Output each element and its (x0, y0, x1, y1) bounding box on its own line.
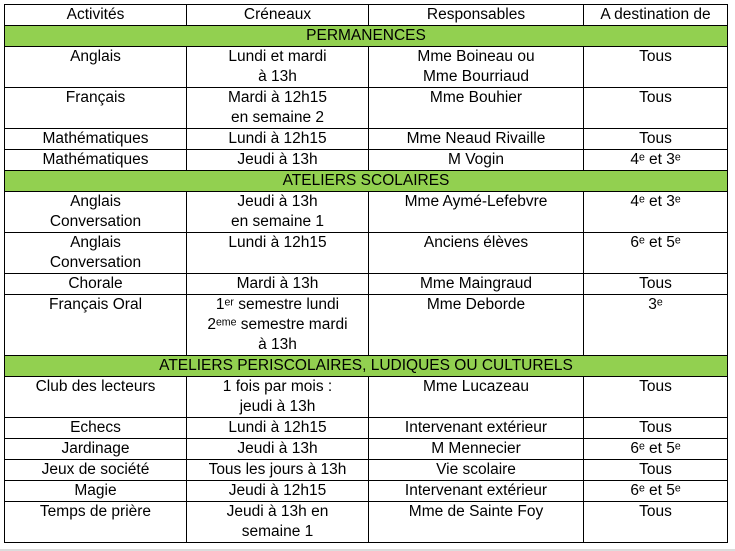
slot-cell: Lundi à 12h15 (187, 418, 369, 439)
table-row (5, 192, 728, 233)
audience-cell: Tous (584, 88, 728, 129)
slot-cell: Jeudi à 13h en semaine 1 (187, 192, 369, 233)
header-row (5, 5, 728, 26)
activity-cell: Temps de prière (5, 502, 187, 543)
schedule-table (4, 4, 728, 543)
slot-cell: Jeudi à 13h en semaine 1 (187, 502, 369, 543)
table-row (5, 233, 728, 274)
slot-cell: Lundi et mardi à 13h (187, 47, 369, 88)
section-row (5, 356, 728, 377)
table-row (5, 481, 728, 502)
table-row (5, 502, 728, 543)
lead-cell: Mme Deborde (369, 295, 584, 356)
lead-cell: Mme Aymé-Lefebvre (369, 192, 584, 233)
activity-cell: Jeux de société (5, 460, 187, 481)
activity-cell: Anglais (5, 47, 187, 88)
lead-cell: Mme Bouhier (369, 88, 584, 129)
audience-cell: 3ᵉ (584, 295, 728, 356)
lead-cell: Mme Neaud Rivaille (369, 129, 584, 150)
slot-cell: 1 fois par mois : jeudi à 13h (187, 377, 369, 418)
activity-cell: Magie (5, 481, 187, 502)
audience-cell: 6ᵉ et 5ᵉ (584, 481, 728, 502)
audience-cell: 6ᵉ et 5ᵉ (584, 439, 728, 460)
activity-cell: Français Oral (5, 295, 187, 356)
section-row (5, 26, 728, 47)
lead-cell: Anciens élèves (369, 233, 584, 274)
audience-cell: Tous (584, 377, 728, 418)
audience-cell: 4ᵉ et 3ᵉ (584, 192, 728, 233)
column-header-leads: Responsables (369, 5, 584, 26)
slot-cell: Mardi à 12h15 en semaine 2 (187, 88, 369, 129)
activity-cell: Français (5, 88, 187, 129)
table-row (5, 88, 728, 129)
section-row (5, 171, 728, 192)
audience-cell: Tous (584, 274, 728, 295)
lead-cell: Mme Boineau ou Mme Bourriaud (369, 47, 584, 88)
lead-cell: Mme de Sainte Foy (369, 502, 584, 543)
audience-cell: Tous (584, 129, 728, 150)
table-row (5, 47, 728, 88)
audience-cell: Tous (584, 502, 728, 543)
column-header-slots: Créneaux (187, 5, 369, 26)
column-header-activities: Activités (5, 5, 187, 26)
slot-cell: Tous les jours à 13h (187, 460, 369, 481)
activity-cell: Anglais Conversation (5, 192, 187, 233)
slot-cell: Jeudi à 13h (187, 150, 369, 171)
activity-cell: Mathématiques (5, 129, 187, 150)
slot-cell: Jeudi à 12h15 (187, 481, 369, 502)
lead-cell: Mme Maingraud (369, 274, 584, 295)
audience-cell: Tous (584, 418, 728, 439)
table-row (5, 439, 728, 460)
activity-cell: Club des lecteurs (5, 377, 187, 418)
section-title: ATELIERS PERISCOLAIRES, LUDIQUES OU CULTURELS (5, 356, 728, 377)
lead-cell: M Vogin (369, 150, 584, 171)
lead-cell: M Mennecier (369, 439, 584, 460)
table-row (5, 418, 728, 439)
table-row (5, 150, 728, 171)
slot-cell: 1ᵉʳ semestre lundi 2ᵉᵐᵉ semestre mardi à 13h (187, 295, 369, 356)
slot-cell: Jeudi à 13h (187, 439, 369, 460)
section-title: PERMANENCES (5, 26, 728, 47)
table-row (5, 129, 728, 150)
slot-cell: Lundi à 12h15 (187, 129, 369, 150)
activity-cell: Anglais Conversation (5, 233, 187, 274)
audience-cell: Tous (584, 460, 728, 481)
table-row (5, 274, 728, 295)
activity-cell: Jardinage (5, 439, 187, 460)
table-row (5, 460, 728, 481)
activity-cell: Echecs (5, 418, 187, 439)
audience-cell: 6ᵉ et 5ᵉ (584, 233, 728, 274)
table-row (5, 377, 728, 418)
activity-cell: Mathématiques (5, 150, 187, 171)
section-title: ATELIERS SCOLAIRES (5, 171, 728, 192)
column-header-audience: A destination de (584, 5, 728, 26)
slot-cell: Mardi à 13h (187, 274, 369, 295)
table-row (5, 295, 728, 356)
slot-cell: Lundi à 12h15 (187, 233, 369, 274)
activity-cell: Chorale (5, 274, 187, 295)
audience-cell: Tous (584, 47, 728, 88)
lead-cell: Intervenant extérieur (369, 481, 584, 502)
lead-cell: Intervenant extérieur (369, 418, 584, 439)
lead-cell: Vie scolaire (369, 460, 584, 481)
lead-cell: Mme Lucazeau (369, 377, 584, 418)
audience-cell: 4ᵉ et 3ᵉ (584, 150, 728, 171)
